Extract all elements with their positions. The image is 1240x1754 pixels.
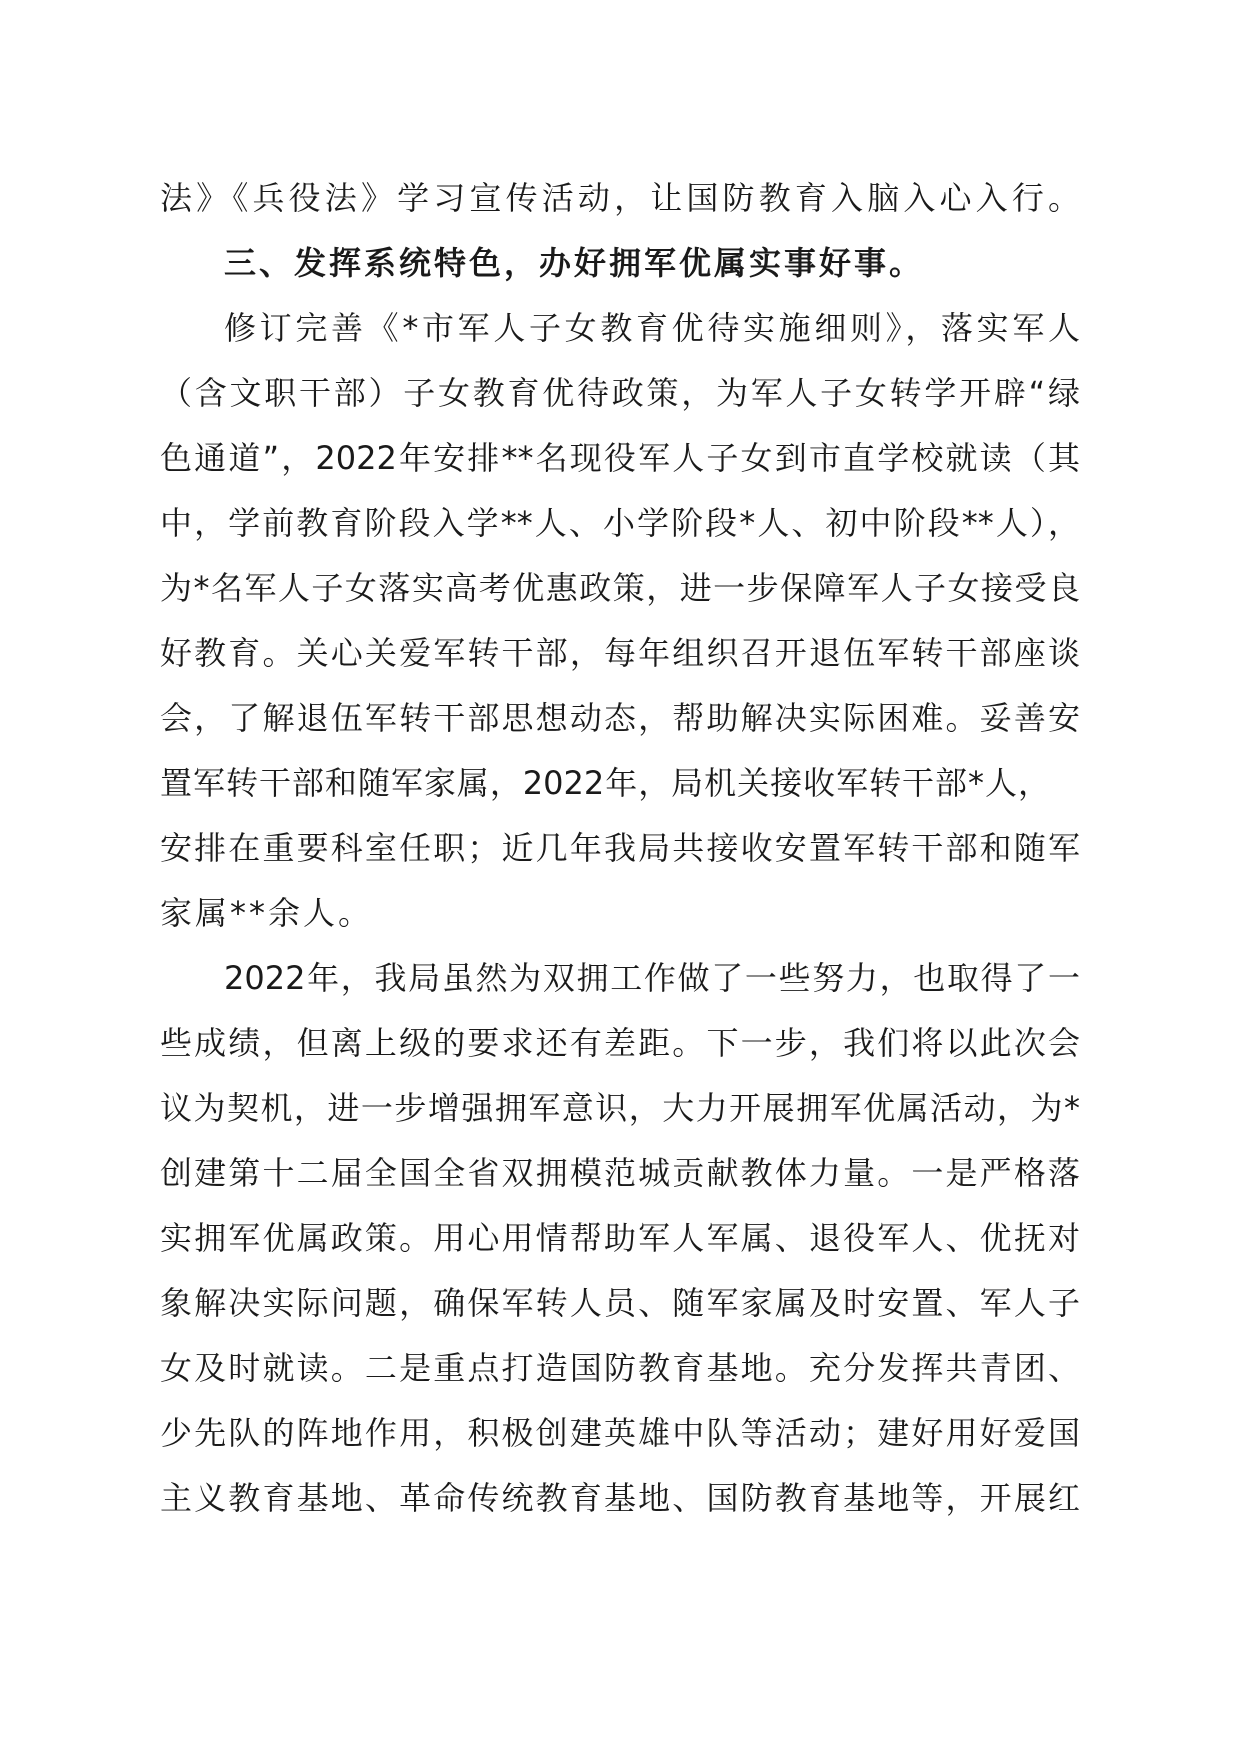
document-page: [160, 166, 1080, 1531]
paragraph-line: 会，了解退伍军转干部思想动态，帮助解决实际困难。妥善安: [160, 699, 1080, 737]
paragraph-line: 色通道”，2022年安排**名现役军人子女到市直学校就读（其: [160, 439, 1080, 477]
paragraph-line: 家属**余人。: [160, 894, 374, 932]
paragraph-line: 好教育。关心关爱军转干部，每年组织召开退伍军转干部座谈: [160, 634, 1080, 672]
section-heading: 三、发挥系统特色，办好拥军优属实事好事。: [224, 244, 925, 282]
paragraph-line: 少先队的阵地作用，积极创建英雄中队等活动；建好用好爱国: [160, 1414, 1080, 1452]
paragraph-line: 创建第十二届全国全省双拥模范城贡献教体力量。一是严格落: [160, 1154, 1080, 1192]
paragraph-line: 议为契机，进一步增强拥军意识，大力开展拥军优属活动，为*: [160, 1089, 1080, 1127]
paragraph-line: 安排在重要科室任职；近几年我局共接收安置军转干部和随军: [160, 829, 1080, 867]
paragraph-line: 主义教育基地、革命传统教育基地、国防教育基地等，开展红: [160, 1479, 1080, 1517]
paragraph-line: 法》《兵役法》学习宣传活动，让国防教育入脑入心入行。: [160, 179, 1080, 217]
paragraph-line: 中，学前教育阶段入学**人、小学阶段*人、初中阶段**人），: [160, 504, 1080, 542]
paragraph-line: 2022年，我局虽然为双拥工作做了一些努力，也取得了一: [224, 959, 1080, 997]
paragraph-line: 女及时就读。二是重点打造国防教育基地。充分发挥共青团、: [160, 1349, 1080, 1387]
paragraph-line: （含文职干部）子女教育优待政策，为军人子女转学开辟“绿: [160, 374, 1080, 412]
paragraph-line: 实拥军优属政策。用心用情帮助军人军属、退役军人、优抚对: [160, 1219, 1080, 1257]
paragraph-line: 修订完善《*市军人子女教育优待实施细则》，落实军人: [224, 309, 1080, 347]
paragraph-line: 些成绩，但离上级的要求还有差距。下一步，我们将以此次会: [160, 1024, 1080, 1062]
paragraph-line: 为*名军人子女落实高考优惠政策，进一步保障军人子女接受良: [160, 569, 1080, 607]
paragraph-line: 置军转干部和随军家属，2022年，局机关接收军转干部*人，: [160, 764, 1050, 802]
paragraph-line: 象解决实际问题，确保军转人员、随军家属及时安置、军人子: [160, 1284, 1080, 1322]
